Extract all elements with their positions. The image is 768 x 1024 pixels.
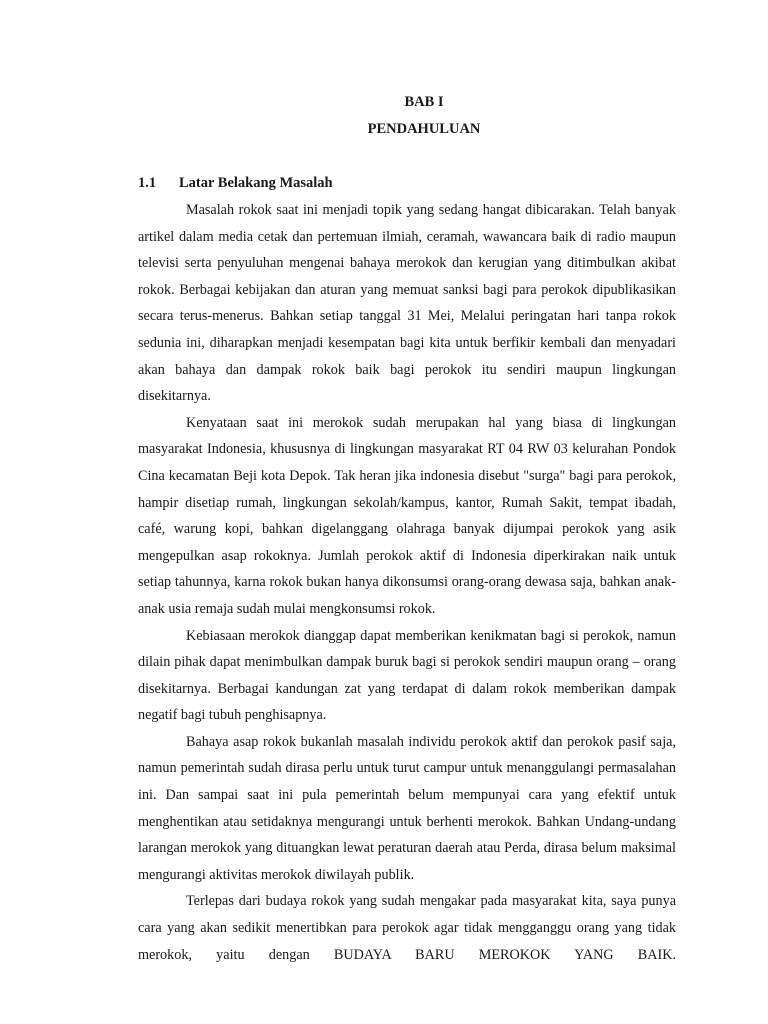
paragraph: Masalah rokok saat ini menjadi topik yang sedang hangat dibicarakan. Telah banyak artikel dalam media cetak dan pertemuan ilmiah, ceramah, wawancara baik di radio maupun televisi serta penyuluhan mengenai bahaya merokok dan kerugian yang ditimbulkan akibat rokok. Berbagai kebijakan dan aturan yang memuat sanksi bagi para perokok dipublikasikan secara terus-menerus. Bahkan setiap tanggal 31 Mei, Melalui peringatan hari tanpa rokok sedunia ini, diharapkan menjadi kesempatan bagi kita untuk berfikir kembali dan menyadari akan bahaya dan dampak rokok baik bagi perokok itu sendiri maupun lingkungan disekitarnya. [138, 202, 676, 405]
paragraph: Kebiasaan merokok dianggap dapat memberikan kenikmatan bagi si perokok, namun dilain pihak dapat menimbulkan dampak buruk bagi si perokok sendiri maupun orang – orang disekitarnya. Berbagai kandungan zat yang terdapat di dalam rokok memberikan dampak negatif bagi tubuh penghisapnya. [138, 627, 676, 724]
paragraph: Terlepas dari budaya rokok yang sudah mengakar pada masyarakat kita, saya punya cara yang akan sedikit menertibkan para perokok agar tidak mengganggu orang yang tidak merokok, yaitu dengan BUDAYA BARU MEROKOK YANG BAIK. [138, 893, 676, 963]
body-text [138, 197, 676, 968]
paragraph: Bahaya asap rokok bukanlah masalah individu perokok aktif dan perokok pasif saja, namun pemerintah sudah dirasa perlu untuk turut campur untuk menanggulangi permasalahan ini. Dan sampai saat ini pula pemerintah belum mempunyai cara yang efektif untuk menghentikan atau setidaknya mengurangi untuk berhenti merokok. Bahkan Undang-undang larangan merokok yang dituangkan lewat peraturan daerah atau Perda, dirasa belum maksimal mengurangi aktivitas merokok diwilayah publik. [138, 733, 676, 883]
paragraph: Kenyataan saat ini merokok sudah merupakan hal yang biasa di lingkungan masyarakat Indonesia, khususnya di lingkungan masyarakat RT 04 RW 03 kelurahan Pondok Cina kecamatan Beji kota Depok. Tak heran jika indonesia disebut "surga" bagi para perokok, hampir disetiap rumah, lingkungan sekolah/kampus, kantor, Rumah Sakit, tempat ibadah, café, warung kopi, bahkan digelanggang olahraga banyak dijumpai perokok yang asik mengepulkan asap rokoknya. Jumlah perokok aktif di Indonesia diperkirakan naik untuk setiap tahunnya, karna rokok bukan hanya dikonsumsi orang-orang dewasa saja, bahkan anak-anak usia remaja sudah mulai mengkonsumsi rokok. [138, 414, 676, 617]
section-title: Latar Belakang Masalah [179, 175, 333, 191]
chapter-title: PENDAHULUAN [367, 121, 481, 137]
section-heading [138, 173, 333, 193]
section-number: 1.1 [138, 175, 157, 191]
chapter-label: BAB I [404, 94, 444, 110]
